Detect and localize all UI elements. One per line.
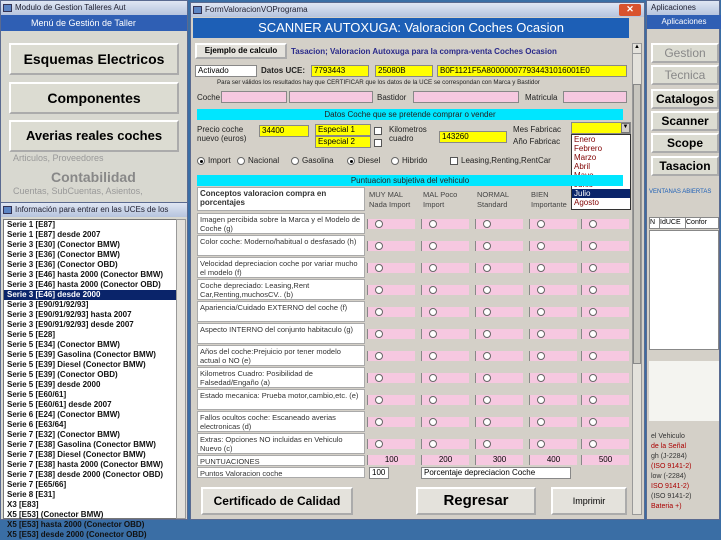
series-list-item[interactable]: Serie 5 [E34] (Conector BMW): [7, 340, 120, 349]
score-value: 100: [367, 455, 415, 465]
score-radio[interactable]: [483, 286, 491, 294]
score-radio[interactable]: [429, 242, 437, 250]
radio-label: Import: [208, 156, 231, 165]
concept-row-label: Color coche: Moderno/habitual o desfasado (h): [197, 235, 365, 256]
series-list-item[interactable]: Serie 7 [E38] Gasolina (Conector BMW): [7, 440, 156, 449]
precio-label: Precio coche nuevo (euros): [197, 125, 247, 143]
score-radio[interactable]: [429, 396, 437, 404]
datos-coche-section: Datos Coche que se pretende comprar o vender: [197, 109, 623, 120]
score-radio[interactable]: [537, 242, 545, 250]
app-icon: [193, 6, 202, 14]
list-scrollbar[interactable]: [176, 219, 186, 519]
series-list[interactable]: [3, 219, 179, 539]
score-value: 200: [421, 455, 469, 465]
series-list-item[interactable]: Serie 1 [E87]: [7, 220, 56, 229]
concept-row-label: Coche depreciado: Leasing,Rent Car,Renting,muchosCV.. (b): [197, 279, 365, 300]
score-radio[interactable]: [375, 396, 383, 404]
score-radio[interactable]: [375, 308, 383, 316]
concept-row-label: Fallos ocultos coche: Escaneado averias electronicas (d): [197, 411, 365, 432]
certificado-button[interactable]: Certificado de Calidad: [201, 487, 353, 515]
series-list-item[interactable]: Serie 7 [E32] (Conector BMW): [7, 430, 120, 439]
concept-row-label: Apariencia/Cuidado EXTERNO del coche (f): [197, 301, 365, 322]
radio-import[interactable]: [197, 157, 205, 165]
month-option[interactable]: Abril: [574, 162, 591, 171]
score-radio[interactable]: [429, 352, 437, 360]
score-radio[interactable]: [483, 374, 491, 382]
pin-note: gh (J-2284): [651, 453, 687, 460]
score-radio[interactable]: [589, 308, 597, 316]
matricula-label: Matricula: [525, 93, 558, 102]
puntuacion-section: Puntuacion subjetiva del vehiculo: [197, 175, 623, 186]
pin-note: Bateria +): [651, 503, 682, 510]
datos-uce-label: Datos UCE:: [261, 66, 306, 75]
componentes-button[interactable]: Componentes: [9, 82, 179, 114]
score-radio[interactable]: [429, 418, 437, 426]
open-windows-list[interactable]: [649, 230, 719, 350]
concept-row-label: Estado mecanica: Prueba motor,cambio,etc. (e): [197, 389, 365, 410]
series-list-item[interactable]: Serie 6 [E24] (Conector BMW): [7, 410, 120, 419]
score-radio[interactable]: [537, 374, 545, 382]
articulos-text: Articulos, Proveedores: [13, 153, 104, 163]
series-list-item[interactable]: Serie 3 [E30] (Conector BMW): [7, 240, 120, 249]
series-list-item[interactable]: Serie 3 [E46] hasta 2000 (Conector BMW): [7, 270, 164, 279]
score-radio[interactable]: [483, 396, 491, 404]
series-list-item[interactable]: Serie 5 [E60/61] desde 2007: [7, 400, 112, 409]
score-radio[interactable]: [375, 352, 383, 360]
col-confor: Confor: [686, 219, 708, 226]
especial2-checkbox[interactable]: [374, 139, 382, 147]
uce-field-1[interactable]: 7793443: [311, 65, 369, 77]
series-list-item[interactable]: Serie 7 [E38] desde 2000 (Conector OBD): [7, 470, 164, 479]
apps-window: [646, 0, 720, 520]
mes-label: Mes Fabricac: [513, 125, 562, 134]
especial1-field[interactable]: Especial 1: [315, 124, 371, 136]
score-radio[interactable]: [429, 286, 437, 294]
score-radio[interactable]: [589, 242, 597, 250]
score-col-header: BIEN Importante: [531, 190, 567, 209]
especial1-checkbox[interactable]: [374, 127, 382, 135]
series-list-item[interactable]: Serie 3 [E46] desde 2000: [4, 290, 178, 300]
score-radio[interactable]: [375, 418, 383, 426]
app-icon: [3, 206, 12, 214]
radio-gasolina[interactable]: [291, 157, 299, 165]
pin-note: (ISO 9141-2): [651, 493, 692, 500]
score-radio[interactable]: [537, 352, 545, 360]
score-col-header: MAL Poco Import: [423, 190, 458, 209]
series-list-item[interactable]: Serie 3 [E90/91/92/93] hasta 2007: [7, 310, 132, 319]
score-radio[interactable]: [537, 286, 545, 294]
radio-hibrido[interactable]: [391, 157, 399, 165]
imprimir-button[interactable]: Imprimir: [551, 487, 627, 515]
series-list-item[interactable]: Serie 8 [E31]: [7, 490, 56, 499]
matricula-field[interactable]: [563, 91, 627, 103]
workshop-window-title: Modulo de Gestion Talleres Aut: [15, 3, 126, 12]
series-list-item[interactable]: Serie 7 [E38] hasta 2000 (Conector BMW): [7, 460, 164, 469]
score-radio[interactable]: [429, 264, 437, 272]
contabilidad-button[interactable]: Contabilidad: [51, 169, 136, 185]
concepts-header: Conceptos valoracion compra en porcentajes: [197, 187, 365, 211]
tasacion-text: Tasacion; Valoracion Autoxuga para la compra-venta Coches Ocasion: [291, 47, 557, 56]
activado-select[interactable]: Activado: [195, 65, 257, 77]
score-radio[interactable]: [429, 308, 437, 316]
score-radio[interactable]: [537, 308, 545, 316]
concept-row-label: Aspecto INTERNO del conjunto habitaculo (g): [197, 323, 365, 344]
coche-label: Coche: [197, 93, 221, 102]
month-option[interactable]: Agosto: [574, 198, 599, 207]
certificar-note: Para ser válidos los resultados hay que CERTIFICAR que los datos de la UCE se correspondan con Marca y Bastidor: [217, 79, 540, 86]
apps-header: Aplicaciones: [647, 15, 721, 29]
score-radio[interactable]: [589, 264, 597, 272]
score-radio[interactable]: [483, 440, 491, 448]
radio-label: Gasolina: [302, 156, 334, 165]
score-radio[interactable]: [483, 352, 491, 360]
depreciacion-label: Porcentaje depreciacion Coche: [421, 467, 571, 479]
score-radio[interactable]: [537, 264, 545, 272]
score-radio[interactable]: [375, 330, 383, 338]
coche-field[interactable]: [221, 91, 287, 103]
puntos-field[interactable]: 100: [369, 467, 389, 479]
close-button[interactable]: ✕: [619, 4, 641, 16]
cuentas-text: Cuentas, SubCuentas, Asientos,: [13, 186, 143, 196]
especial2-field[interactable]: Especial 2: [315, 136, 371, 148]
workshop-window-titlebar: [1, 1, 187, 15]
month-option[interactable]: Julio: [572, 189, 630, 198]
regresar-button[interactable]: Regresar: [416, 487, 536, 515]
scope-button[interactable]: Scope: [651, 133, 719, 153]
score-radio[interactable]: [483, 220, 491, 228]
apps-window-title: Aplicaciones: [651, 3, 696, 12]
series-list-item[interactable]: X5 [E53] (Conector BMW): [7, 510, 104, 519]
pin-note: ISO 9141-2): [651, 483, 690, 490]
score-radio[interactable]: [375, 286, 383, 294]
score-radio[interactable]: [537, 396, 545, 404]
series-list-item[interactable]: Serie 5 [E28]: [7, 330, 56, 339]
score-value: 500: [581, 455, 629, 465]
score-radio[interactable]: [375, 440, 383, 448]
score-radio[interactable]: [429, 440, 437, 448]
series-list-item[interactable]: X5 [E53] desde 2000 (Conector OBD): [7, 530, 147, 539]
scanner-button[interactable]: Scanner: [651, 111, 719, 131]
score-col-header: MUY MAL Nada Import: [369, 190, 411, 209]
uce-field-2[interactable]: 25080B: [375, 65, 433, 77]
score-col-header: NORMAL Standard: [477, 190, 509, 209]
radio-nacional[interactable]: [237, 157, 245, 165]
series-list-item[interactable]: Serie 3 [E90/91/92/93]: [7, 300, 89, 309]
precio-field[interactable]: 34400: [259, 125, 309, 137]
radio-label: Diesel: [358, 156, 381, 165]
workshop-menu-window: [0, 0, 188, 205]
example-button[interactable]: Ejemplo de calculo: [195, 43, 287, 59]
scroll-thumb[interactable]: [633, 84, 641, 364]
list-window-titlebar: [1, 203, 187, 217]
tecnica-button[interactable]: Tecnica: [651, 65, 719, 85]
main-scrollbar[interactable]: [632, 43, 642, 515]
score-radio[interactable]: [589, 440, 597, 448]
series-list-item[interactable]: Serie 5 [E60/61]: [7, 390, 67, 399]
concept-row-label: Años del coche:Prejuicio por tener modelo actual o NO (e): [197, 345, 365, 366]
score-radio[interactable]: [375, 374, 383, 382]
radio-label: Hibrido: [402, 156, 428, 165]
score-radio[interactable]: [375, 264, 383, 272]
bastidor-label: Bastidor: [377, 93, 407, 102]
month-option[interactable]: Marzo: [574, 153, 597, 162]
leasing-checkbox[interactable]: [450, 157, 458, 165]
score-radio[interactable]: [483, 308, 491, 316]
main-titlebar: [191, 3, 644, 17]
score-radio[interactable]: [429, 330, 437, 338]
menu-header: Menú de Gestión de Taller: [1, 15, 187, 31]
tasacion-button[interactable]: Tasacion: [651, 156, 719, 176]
score-radio[interactable]: [483, 418, 491, 426]
valoracion-window: [190, 2, 645, 520]
chevron-down-icon[interactable]: ▼: [621, 123, 630, 133]
score-value: 300: [475, 455, 523, 465]
score-radio[interactable]: [375, 220, 383, 228]
leasing-label: Leasing,Renting,RentCar: [461, 156, 551, 165]
km-field[interactable]: 143260: [439, 131, 507, 143]
scroll-up-icon[interactable]: ▲: [633, 44, 641, 54]
col-iduce: IdUCE: [660, 218, 686, 228]
series-list-item[interactable]: X3 [E83]: [7, 500, 39, 509]
score-radio[interactable]: [537, 440, 545, 448]
uce-field-3[interactable]: B0F1121F5A800000077934431016001E0: [437, 65, 627, 77]
pin-note: low (-2284): [651, 473, 687, 480]
bastidor-field[interactable]: [413, 91, 519, 103]
series-list-item[interactable]: Serie 3 [E36] (Conector BMW): [7, 250, 120, 259]
averias-button[interactable]: Averias reales coches: [9, 120, 179, 152]
score-radio[interactable]: [483, 264, 491, 272]
pin-note: el Vehiculo: [651, 433, 685, 440]
score-radio[interactable]: [589, 396, 597, 404]
score-radio[interactable]: [589, 418, 597, 426]
series-list-item[interactable]: Serie 3 [E36] (Conector OBD): [7, 260, 118, 269]
series-list-item[interactable]: Serie 3 [E46] hasta 2000 (Conector OBD): [7, 280, 161, 289]
series-list-item[interactable]: Serie 7 [E38] Diesel (Conector BMW): [7, 450, 146, 459]
score-radio[interactable]: [589, 286, 597, 294]
anio-label: Año Fabricac: [513, 137, 561, 146]
main-window-title: FormValoracionVOPrograma: [205, 5, 308, 14]
series-list-item[interactable]: Serie 6 [E63/64]: [7, 420, 67, 429]
gestion-button[interactable]: Gestion: [651, 43, 719, 63]
score-radio[interactable]: [589, 374, 597, 382]
km-label: Kilometros cuadro: [389, 125, 427, 143]
series-list-item[interactable]: Serie 5 [E39] Gasolina (Conector BMW): [7, 350, 156, 359]
apps-window-titlebar: [647, 1, 719, 15]
series-list-item[interactable]: Serie 7 [E65/66]: [7, 480, 67, 489]
score-radio[interactable]: [429, 220, 437, 228]
score-value: 400: [529, 455, 577, 465]
connector-diagram: [649, 361, 719, 421]
score-radio[interactable]: [589, 330, 597, 338]
open-windows-caption: VENTANAS ABIERTAS: [649, 189, 712, 195]
radio-label: Nacional: [248, 156, 280, 165]
series-list-item[interactable]: Serie 5 [E39] desde 2000: [7, 380, 101, 389]
score-radio[interactable]: [429, 374, 437, 382]
score-col-header: [581, 189, 633, 211]
score-radio[interactable]: [483, 330, 491, 338]
score-radio[interactable]: [483, 242, 491, 250]
concept-row-label: Extras: Opciones NO incluidas en Vehiculo Nuevo (c): [197, 433, 365, 454]
month-option[interactable]: Enero: [574, 135, 596, 144]
puntos-label: Puntos Valoracion coche: [197, 467, 365, 478]
score-radio[interactable]: [537, 418, 545, 426]
series-list-item[interactable]: Serie 1 [E87] desde 2007: [7, 230, 101, 239]
score-radio[interactable]: [589, 220, 597, 228]
open-windows-header: [649, 217, 719, 229]
series-list-item[interactable]: Serie 5 [E39] (Conector OBD): [7, 370, 118, 379]
app-icon: [3, 4, 12, 12]
series-list-item[interactable]: Serie 5 [E39] Diesel (Conector BMW): [7, 360, 146, 369]
concept-row-label: Imagen percibida sobre la Marca y el Modelo de Coche (g): [197, 213, 365, 234]
list-window-title: Información para entrar en las UCEs de los: [15, 205, 169, 214]
scanner-header: SCANNER AUTOXUGA: Valoracion Coches Ocasion: [193, 18, 629, 38]
pin-note: de la Señal: [651, 443, 687, 450]
radio-diesel[interactable]: [347, 157, 355, 165]
series-list-item[interactable]: X5 [E53] hasta 2000 (Conector OBD): [7, 520, 145, 529]
month-option[interactable]: Febrero: [574, 144, 603, 153]
score-radio[interactable]: [537, 330, 545, 338]
score-radio[interactable]: [375, 242, 383, 250]
uce-list-window: [0, 202, 188, 539]
concept-row-label: Kilometros Cuadro: Posibilidad de Falsedad/Engaño (a): [197, 367, 365, 388]
modelo-field[interactable]: [289, 91, 373, 103]
series-list-item[interactable]: Serie 3 [E90/91/92/93] desde 2007: [7, 320, 134, 329]
concept-row-label: Velocidad depreciacion coche por variar mucho el modelo (f): [197, 257, 365, 278]
puntuaciones-label: PUNTUACIONES: [197, 455, 365, 466]
pin-note: (ISO 9141-2): [651, 463, 692, 470]
score-radio[interactable]: [589, 352, 597, 360]
esquemas-button[interactable]: Esquemas Electricos: [9, 43, 179, 75]
col-n: N: [650, 218, 660, 228]
score-radio[interactable]: [537, 220, 545, 228]
catalogos-button[interactable]: Catalogos: [651, 89, 719, 109]
